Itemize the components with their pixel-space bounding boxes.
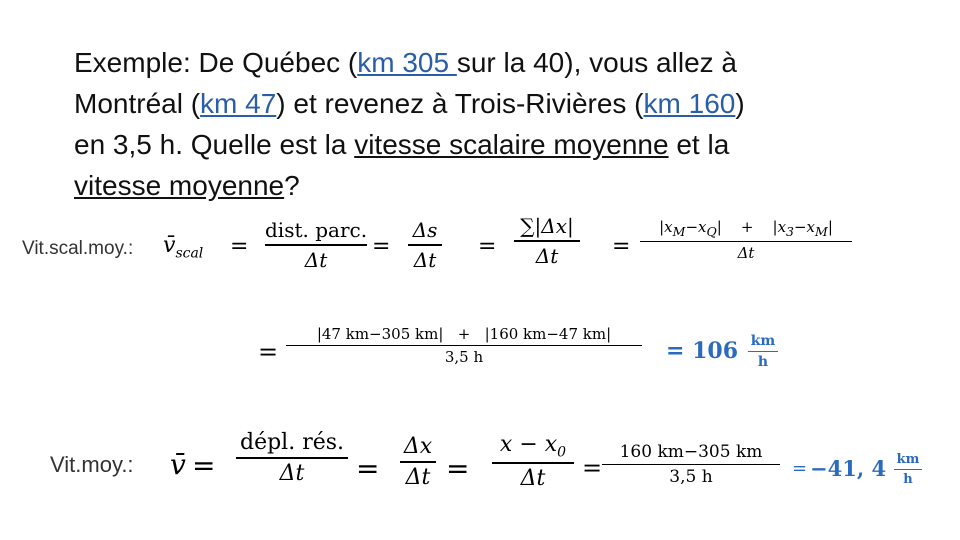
fraction-numeric-substitution	[286, 325, 642, 366]
fraction-x-minus-x0	[492, 432, 574, 491]
fraction-bar	[286, 345, 642, 346]
fraction-depl-res	[236, 430, 348, 486]
subscript: 0	[557, 444, 567, 461]
fraction-delta-x	[400, 434, 436, 490]
fraction-numerator: Δs	[412, 218, 438, 242]
fraction-bar	[514, 240, 580, 242]
velocity-result-value: −41, 4	[810, 456, 887, 481]
term: |x	[659, 218, 673, 236]
result-value: 106	[692, 338, 739, 364]
equals-sign: =	[192, 449, 216, 482]
fraction-denominator: Δt	[405, 465, 431, 490]
equals-sign: =	[478, 234, 497, 259]
equals-sign: =	[582, 454, 603, 482]
fraction-bar	[640, 241, 852, 242]
fraction-bar	[894, 469, 922, 470]
equals-sign: =	[356, 452, 380, 485]
link-km-47: km 47	[200, 88, 277, 119]
equals-sign: =	[446, 452, 470, 485]
term: −x	[793, 218, 816, 236]
unit-numerator: km	[750, 333, 776, 349]
fraction-denominator: Δt	[737, 244, 755, 262]
term-vitesse-moyenne: vitesse moyenne	[74, 170, 285, 201]
equals-sign: =	[258, 338, 279, 366]
fraction-numerator: ∑|Δx|	[520, 214, 574, 238]
problem-text: sur la 40), vous allez à	[456, 47, 737, 78]
fraction-numerator: dépl. rés.	[239, 430, 345, 455]
scalar-speed-result	[666, 338, 738, 364]
fraction-bar	[492, 462, 574, 464]
fraction-numerator	[286, 325, 642, 343]
problem-text: Exemple: De Québec (	[74, 47, 358, 78]
v-bar-symbol: v̄	[163, 233, 176, 258]
velocity-label: Vit.moy.:	[50, 452, 134, 477]
scal-subscript: scal	[175, 245, 204, 262]
equals-sign: =	[612, 234, 631, 259]
fraction-numerator: dist. parc.	[265, 218, 368, 242]
fraction-denominator: Δt	[279, 461, 305, 486]
fraction-bar	[400, 461, 436, 463]
problem-text: ) et revenez à Trois-Rivières (	[276, 88, 644, 119]
fraction-numerator: 160 km−305 km	[619, 442, 763, 462]
equals-sign: =	[372, 234, 391, 259]
unit-denominator: h	[903, 472, 913, 487]
fraction-bar	[748, 351, 778, 352]
fraction-numerator	[640, 218, 852, 239]
fraction-denominator: Δt	[304, 248, 328, 272]
fraction-denominator: Δt	[520, 466, 546, 492]
term: |	[716, 218, 722, 236]
fraction-denominator: Δt	[535, 244, 559, 268]
subscript: Q	[706, 224, 717, 239]
fraction-bar	[265, 244, 367, 246]
fraction-denominator: 3,5 h	[444, 348, 484, 366]
subscript: M	[815, 224, 828, 239]
link-km-305: km 305	[357, 47, 457, 78]
fraction-bar	[602, 464, 780, 465]
problem-statement	[74, 42, 934, 206]
term: |x	[772, 218, 787, 236]
result-unit	[748, 333, 778, 370]
problem-text: )	[735, 88, 745, 119]
subscript: M	[672, 224, 686, 239]
fraction-numerator	[492, 432, 574, 460]
term: −x	[685, 218, 707, 236]
subscript: 3	[786, 224, 794, 239]
fraction-bar	[408, 244, 442, 246]
term: x − x	[499, 432, 558, 457]
problem-text: en 3,5 h. Quelle est la	[74, 129, 355, 160]
fraction-denominator: Δt	[413, 248, 437, 272]
fraction-denominator: 3,5 h	[669, 467, 713, 487]
problem-text: ?	[284, 170, 300, 201]
term: |	[827, 218, 833, 236]
problem-text: et la	[668, 129, 730, 160]
fraction-numerator: Δx	[403, 434, 433, 459]
equals-sign: =	[230, 234, 249, 259]
result-unit	[894, 452, 922, 487]
plus-sign: +	[457, 325, 471, 343]
fraction-bar	[236, 457, 348, 459]
term: |47 km−305 km|	[316, 325, 444, 343]
fraction-dist-parc	[265, 218, 367, 272]
fraction-abs-differences	[640, 218, 852, 262]
equals-sign: =	[792, 458, 808, 479]
fraction-sum-abs-delta-x	[514, 214, 580, 268]
unit-denominator: h	[757, 354, 769, 370]
fraction-numeric-displacement	[602, 442, 780, 487]
velocity-symbol: v̄	[170, 448, 186, 481]
equals-sign: =	[666, 338, 685, 364]
fraction-delta-s	[408, 218, 442, 272]
term: |160 km−47 km|	[484, 325, 612, 343]
scalar-speed-symbol	[163, 233, 203, 261]
problem-text: Montréal (	[74, 88, 201, 119]
term-vitesse-scalaire-moyenne: vitesse scalaire moyenne	[354, 129, 669, 160]
link-km-160: km 160	[643, 88, 736, 119]
plus-sign: +	[740, 218, 754, 236]
unit-numerator: km	[896, 452, 920, 467]
scalar-speed-label: Vit.scal.moy.:	[22, 238, 134, 259]
